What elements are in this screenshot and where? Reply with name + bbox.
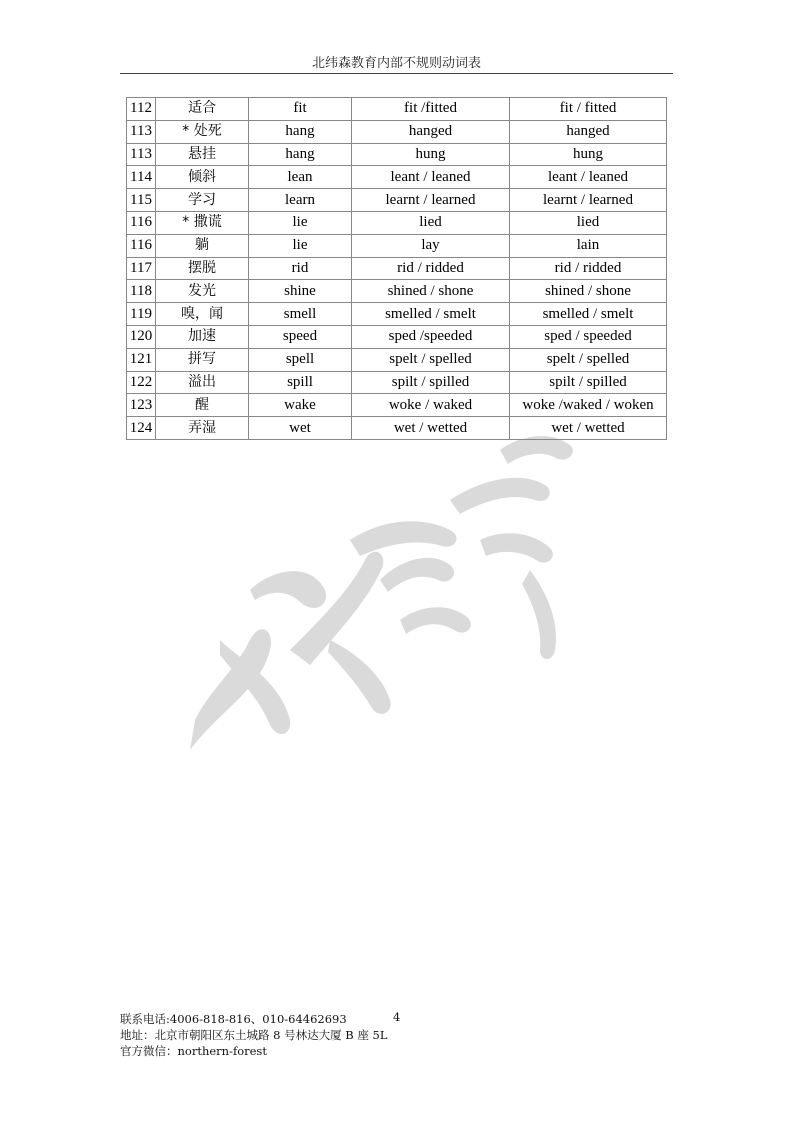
past-tense-cell: wet / wetted <box>352 417 510 440</box>
table-row <box>127 166 667 189</box>
past-participle-cell: spelt / spelled <box>510 348 667 371</box>
base-form-cell: wake <box>249 394 352 417</box>
row-number-cell: 112 <box>127 98 156 121</box>
past-tense-cell: sped /speeded <box>352 325 510 348</box>
past-tense-cell: lay <box>352 234 510 257</box>
past-participle-cell: sped / speeded <box>510 325 667 348</box>
row-number-cell: 114 <box>127 166 156 189</box>
past-tense-cell: leant / leaned <box>352 166 510 189</box>
chinese-meaning-cell: 醒 <box>156 394 249 417</box>
past-participle-cell: spilt / spilled <box>510 371 667 394</box>
table-row <box>127 417 667 440</box>
past-tense-cell: spelt / spelled <box>352 348 510 371</box>
table-row <box>127 234 667 257</box>
past-participle-cell: learnt / learned <box>510 189 667 212</box>
base-form-cell: lie <box>249 234 352 257</box>
base-form-cell: hang <box>249 143 352 166</box>
base-form-cell: smell <box>249 303 352 326</box>
row-number-cell: 117 <box>127 257 156 280</box>
base-form-cell: speed <box>249 325 352 348</box>
table-row <box>127 211 667 234</box>
row-number-cell: 115 <box>127 189 156 212</box>
past-participle-cell: lain <box>510 234 667 257</box>
watermark-logo <box>150 390 620 810</box>
chinese-meaning-cell: 躺 <box>156 234 249 257</box>
past-participle-cell: fit / fitted <box>510 98 667 121</box>
chinese-meaning-cell: 倾斜 <box>156 166 249 189</box>
base-form-cell: spill <box>249 371 352 394</box>
table-row <box>127 280 667 303</box>
table-row <box>127 257 667 280</box>
past-tense-cell: shined / shone <box>352 280 510 303</box>
footer-address: 地址：北京市朝阳区东土城路 8 号林达大厦 B 座 5L <box>120 1028 388 1042</box>
chinese-meaning-cell: 悬挂 <box>156 143 249 166</box>
base-form-cell: spell <box>249 348 352 371</box>
chinese-meaning-cell: 加速 <box>156 325 249 348</box>
table-row <box>127 98 667 121</box>
past-participle-cell: shined / shone <box>510 280 667 303</box>
chinese-meaning-cell: * 撒谎 <box>156 211 249 234</box>
past-tense-cell: lied <box>352 211 510 234</box>
row-number-cell: 119 <box>127 303 156 326</box>
base-form-cell: shine <box>249 280 352 303</box>
past-participle-cell: smelled / smelt <box>510 303 667 326</box>
table-row <box>127 371 667 394</box>
table-row <box>127 189 667 212</box>
row-number-cell: 113 <box>127 120 156 143</box>
base-form-cell: learn <box>249 189 352 212</box>
table-row <box>127 325 667 348</box>
chinese-meaning-cell: 适合 <box>156 98 249 121</box>
row-number-cell: 116 <box>127 211 156 234</box>
past-tense-cell: smelled / smelt <box>352 303 510 326</box>
past-participle-cell: woke /waked / woken <box>510 394 667 417</box>
chinese-meaning-cell: 嗅，闻 <box>156 303 249 326</box>
row-number-cell: 120 <box>127 325 156 348</box>
base-form-cell: lean <box>249 166 352 189</box>
past-participle-cell: wet / wetted <box>510 417 667 440</box>
base-form-cell: lie <box>249 211 352 234</box>
row-number-cell: 118 <box>127 280 156 303</box>
base-form-cell: hang <box>249 120 352 143</box>
past-tense-cell: fit /fitted <box>352 98 510 121</box>
table-row <box>127 120 667 143</box>
row-number-cell: 124 <box>127 417 156 440</box>
past-tense-cell: learnt / learned <box>352 189 510 212</box>
chinese-meaning-cell: 拼写 <box>156 348 249 371</box>
page-header: 北纬森教育内部不规则动词表 <box>311 56 481 71</box>
irregular-verb-table <box>126 97 667 440</box>
chinese-meaning-cell: 学习 <box>156 189 249 212</box>
footer-phone: 联系电话:4006-818-816、010-64462693 <box>120 1012 347 1026</box>
past-participle-cell: lied <box>510 211 667 234</box>
row-number-cell: 113 <box>127 143 156 166</box>
page-number: 4 <box>393 1010 401 1024</box>
past-tense-cell: rid / ridded <box>352 257 510 280</box>
page-footer <box>120 1011 388 1059</box>
chinese-meaning-cell: 摆脱 <box>156 257 249 280</box>
base-form-cell: fit <box>249 98 352 121</box>
past-participle-cell: hanged <box>510 120 667 143</box>
chinese-meaning-cell: 溢出 <box>156 371 249 394</box>
header-divider <box>120 73 673 74</box>
chinese-meaning-cell: 弄湿 <box>156 417 249 440</box>
table-row <box>127 348 667 371</box>
table-row <box>127 143 667 166</box>
past-participle-cell: rid / ridded <box>510 257 667 280</box>
chinese-meaning-cell: 发光 <box>156 280 249 303</box>
past-tense-cell: spilt / spilled <box>352 371 510 394</box>
row-number-cell: 123 <box>127 394 156 417</box>
past-participle-cell: leant / leaned <box>510 166 667 189</box>
past-tense-cell: hung <box>352 143 510 166</box>
footer-wechat: 官方微信：northern-forest <box>120 1044 267 1058</box>
past-tense-cell: woke / waked <box>352 394 510 417</box>
base-form-cell: wet <box>249 417 352 440</box>
row-number-cell: 121 <box>127 348 156 371</box>
past-tense-cell: hanged <box>352 120 510 143</box>
table-row <box>127 303 667 326</box>
row-number-cell: 122 <box>127 371 156 394</box>
past-participle-cell: hung <box>510 143 667 166</box>
chinese-meaning-cell: * 处死 <box>156 120 249 143</box>
row-number-cell: 116 <box>127 234 156 257</box>
base-form-cell: rid <box>249 257 352 280</box>
table-row <box>127 394 667 417</box>
